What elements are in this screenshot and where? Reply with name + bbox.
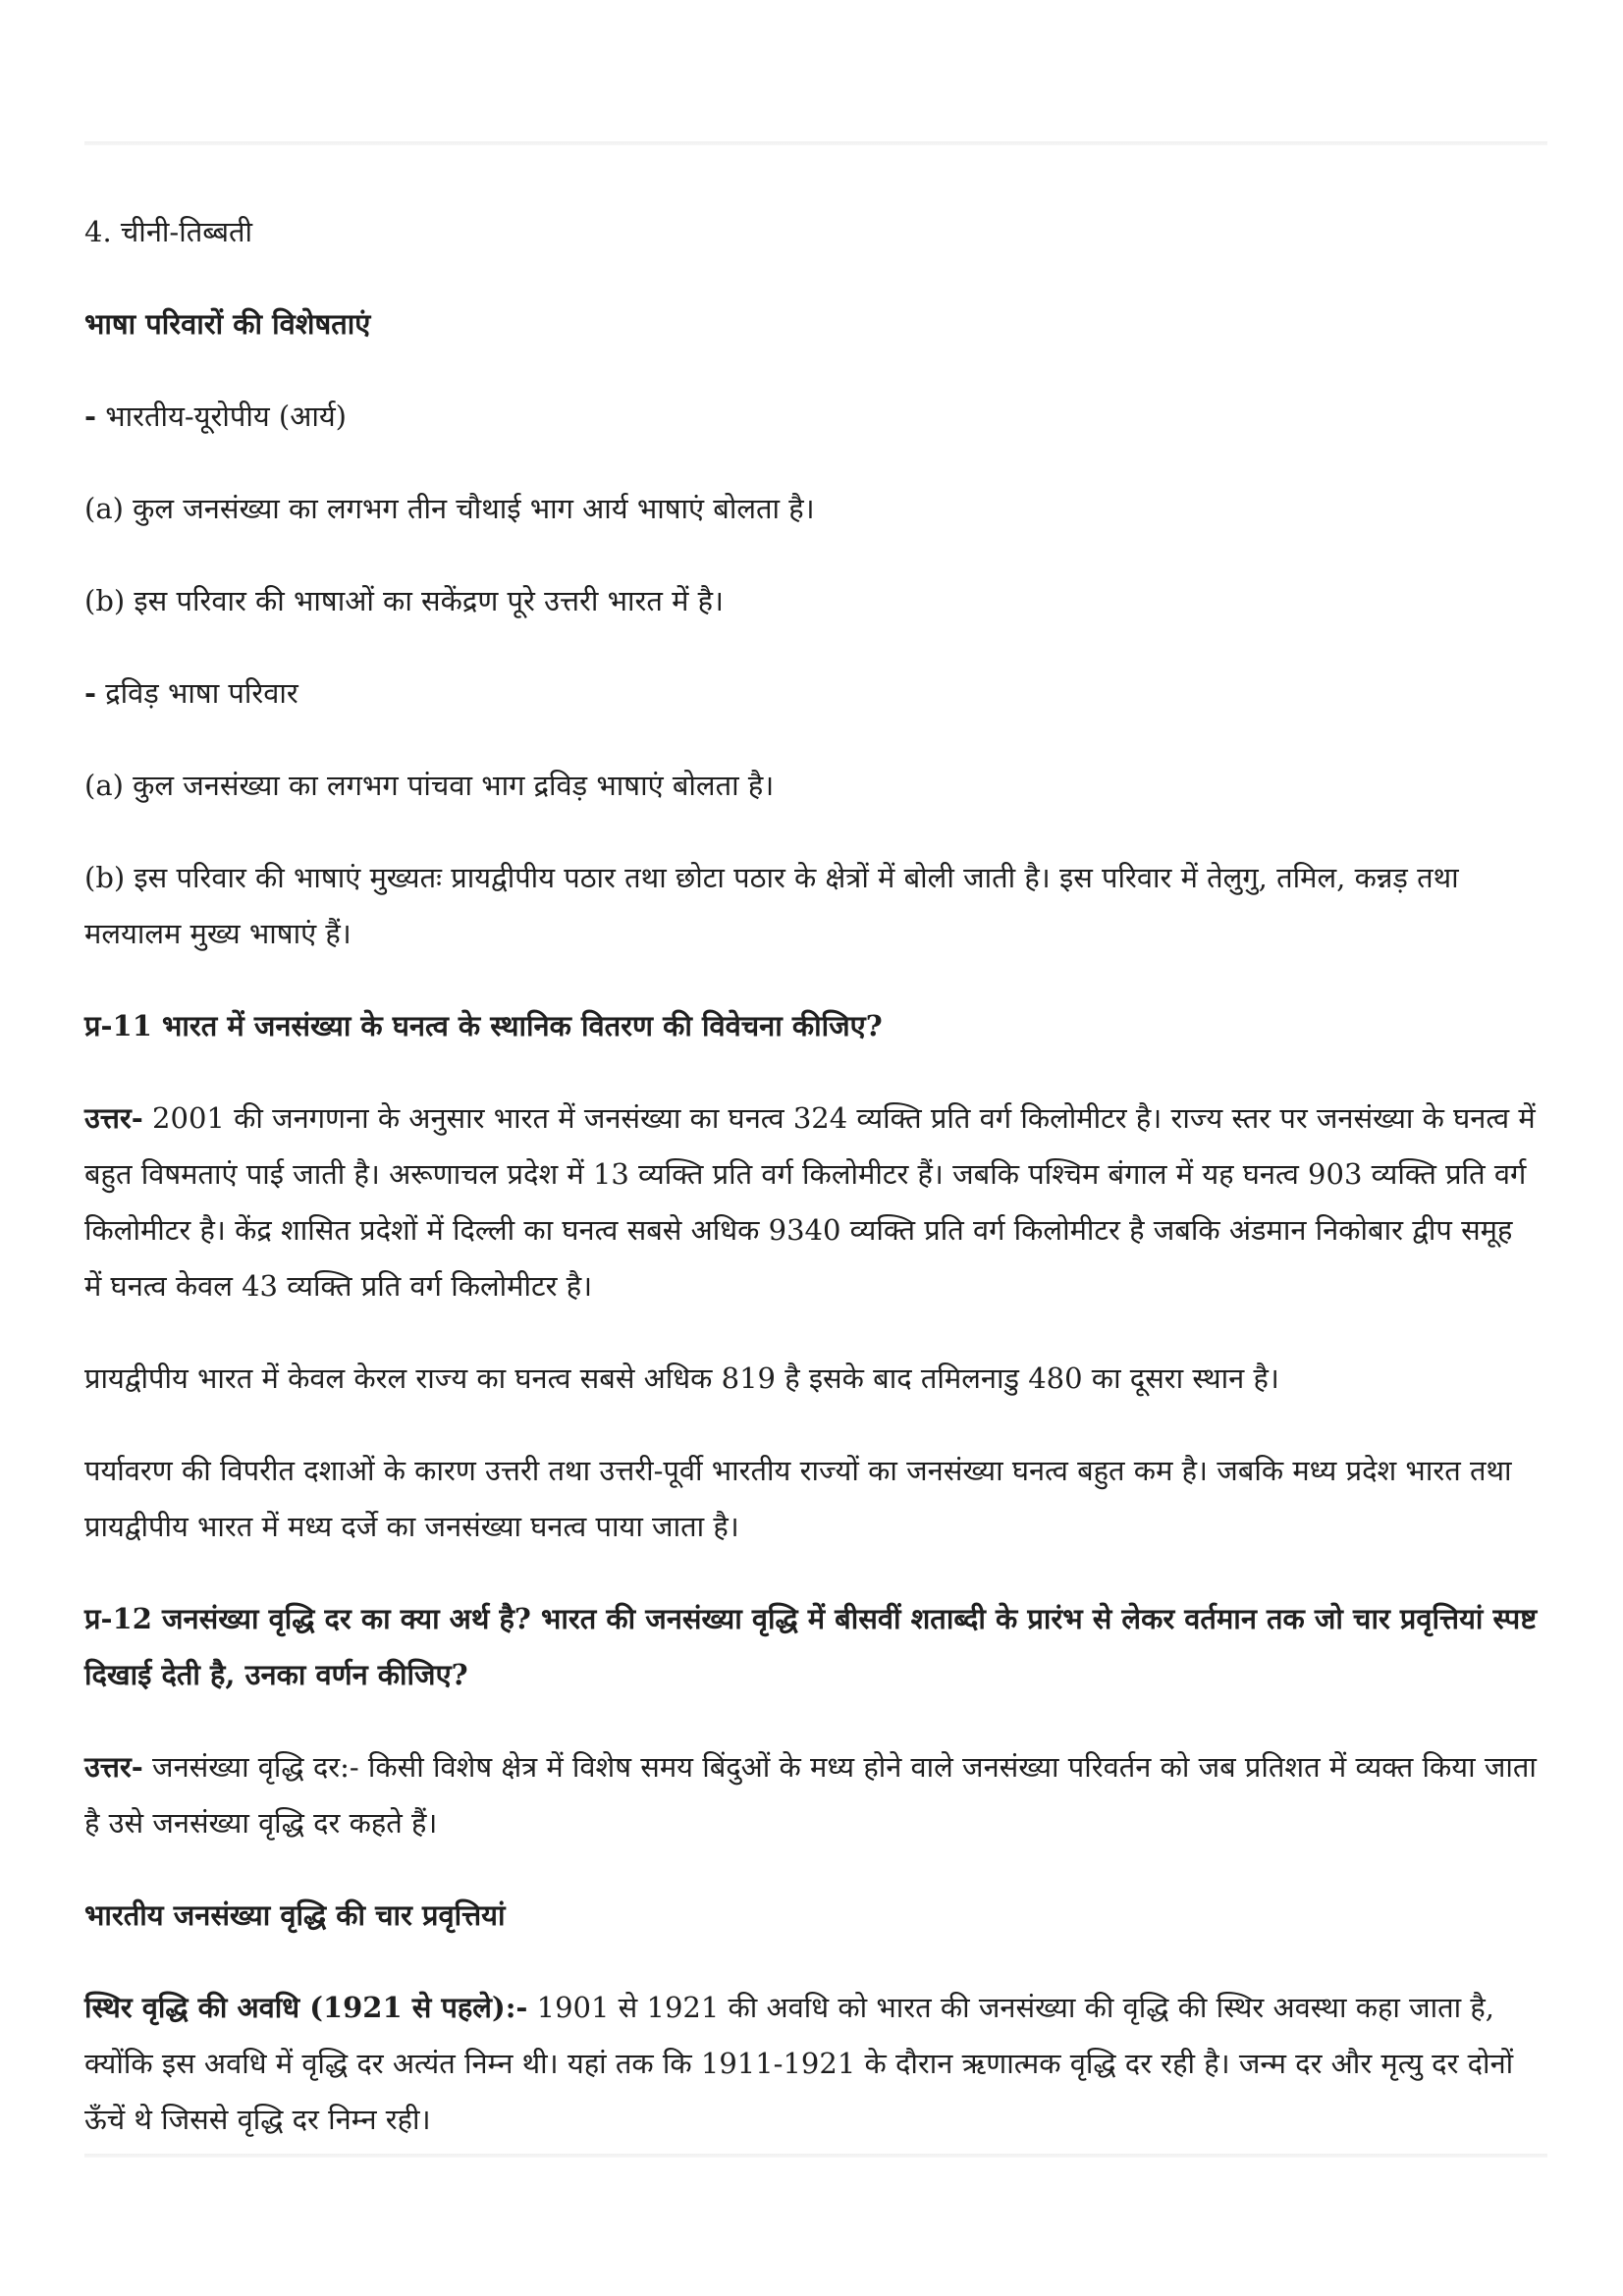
section-heading-language-family-features — [84, 296, 1538, 352]
paragraph-text: प्र-12 जनसंख्या वृद्धि दर का क्या अर्थ है? भारत की जनसंख्या वृद्धि में बीसवीं शताब्दी के प्रारंभ से लेकर वर्तमान तक जो चार प्रवृत्तियां स्पष्ट दिखाई देती है, उनका वर्णन कीजिए? — [84, 1602, 1538, 1691]
point-dravidian-b — [84, 850, 1538, 962]
point-aryan-b — [84, 573, 1538, 629]
paragraph-text: (b) इस परिवार की भाषाएं मुख्यतः प्रायद्वीपीय पठार तथा छोटा पठार के क्षेत्रों में बोली जाती है। इस परिवार में तेलुगु, तमिल, कन्नड़ तथा मलयालम मुख्य भाषाएं हैं। — [84, 861, 1459, 950]
paragraph-text: पर्यावरण की विपरीत दशाओं के कारण उत्तरी तथा उत्तरी-पूर्वी भारतीय राज्यों का जनसंख्या घनत्व बहुत कम है। जबकि मध्य प्रदेश भारत तथा प्रायद्वीपीय भारत में मध्य दर्जे का जनसंख्या घनत्व पाया जाता है। — [84, 1454, 1512, 1543]
paragraph-text: प्रायद्वीपीय भारत में केवल केरल राज्य का घनत्व सबसे अधिक 819 है इसके बाद तमिलनाडु 480 का दूसरा स्थान है। — [84, 1362, 1279, 1395]
paragraph-text: (a) कुल जनसंख्या का लगभग पांचवा भाग द्रविड़ भाषाएं बोलता है। — [84, 769, 775, 802]
paragraph-text: 1901 से 1921 की अवधि को भारत की जनसंख्या की वृद्धि की स्थिर अवस्था कहा जाता है, क्योंकि इस अवधि में वृद्धि दर अत्यंत निम्न थी। यहां तक कि 1911-1921 के दौरान ऋणात्मक वृद्धि दर रही है। जन्म दर और मृत्यु दर दोनों ऊँचें थे जिससे वृद्धि दर निम्न रही। — [84, 1991, 1514, 2136]
paragraph-text: भारतीय-यूरोपीय (आर्य) — [96, 400, 347, 433]
list-item-sino-tibetan — [84, 204, 1538, 260]
answer-11-peninsular — [84, 1351, 1538, 1407]
paragraph-text: (b) इस परिवार की भाषाओं का सकेंद्रण पूरे उत्तरी भारत में है। — [84, 584, 725, 617]
answer-11-environment — [84, 1443, 1538, 1555]
dash-bullet: - — [84, 676, 97, 710]
paragraph-text: 2001 की जनगणना के अनुसार भारत में जनसंख्या का घनत्व 324 व्यक्ति प्रति वर्ग किलोमीटर है। राज्य स्तर पर जनसंख्या के घनत्व में बहुत विषमताएं पाई जाती है। अरूणाचल प्रदेश में 13 व्यक्ति प्रति वर्ग किलोमीटर हैं। जबकि पश्चिम बंगाल में यह घनत्व 903 व्यक्ति प्रति वर्ग किलोमीटर है। केंद्र शासित प्रदेशों में दिल्ली का घनत्व सबसे अधिक 9340 व्यक्ति प्रति वर्ग किलोमीटर है जबकि अंडमान निकोबार द्वीप समूह में घनत्व केवल 43 व्यक्ति प्रति वर्ग किलोमीटर है। — [84, 1101, 1536, 1303]
subheading-indo-european — [84, 389, 1538, 445]
document-body — [84, 204, 1538, 2184]
bottom-divider — [84, 2154, 1547, 2158]
paragraph-text: भारतीय जनसंख्या वृद्धि की चार प्रवृत्तियां — [84, 1898, 506, 1932]
answer-12 — [84, 1739, 1538, 1851]
answer-label: उत्तर- — [84, 1750, 143, 1784]
paragraph-text: प्र-11 भारत में जनसंख्या के घनत्व के स्थानिक वितरण की विवेचना कीजिए? — [84, 1009, 883, 1042]
question-11 — [84, 998, 1538, 1054]
top-divider — [84, 141, 1547, 145]
section-heading-four-trends — [84, 1888, 1538, 1944]
trend-label: स्थिर वृद्धि की अवधि (1921 से पहले):- — [84, 1991, 528, 2024]
paragraph-text: जनसंख्या वृद्धि दर:- किसी विशेष क्षेत्र में विशेष समय बिंदुओं के मध्य होने वाले जनसंख्या परिवर्तन को जब प्रतिशत में व्यक्त किया जाता है उसे जनसंख्या वृद्धि दर कहते हैं। — [84, 1750, 1537, 1840]
paragraph-text: 4. चीनी-तिब्बती — [84, 215, 253, 248]
paragraph-text: (a) कुल जनसंख्या का लगभग तीन चौथाई भाग आर्य भाषाएं बोलता है। — [84, 492, 815, 525]
answer-11 — [84, 1091, 1538, 1314]
answer-label: उत्तर- — [84, 1101, 143, 1135]
point-dravidian-a — [84, 758, 1538, 814]
question-12 — [84, 1591, 1538, 1703]
dash-bullet: - — [84, 400, 97, 433]
subheading-dravidian — [84, 666, 1538, 721]
paragraph-text: भाषा परिवारों की विशेषताएं — [84, 307, 371, 341]
point-aryan-a — [84, 481, 1538, 537]
paragraph-text: द्रविड़ भाषा परिवार — [96, 676, 298, 710]
trend-stagnant-growth — [84, 1980, 1538, 2148]
